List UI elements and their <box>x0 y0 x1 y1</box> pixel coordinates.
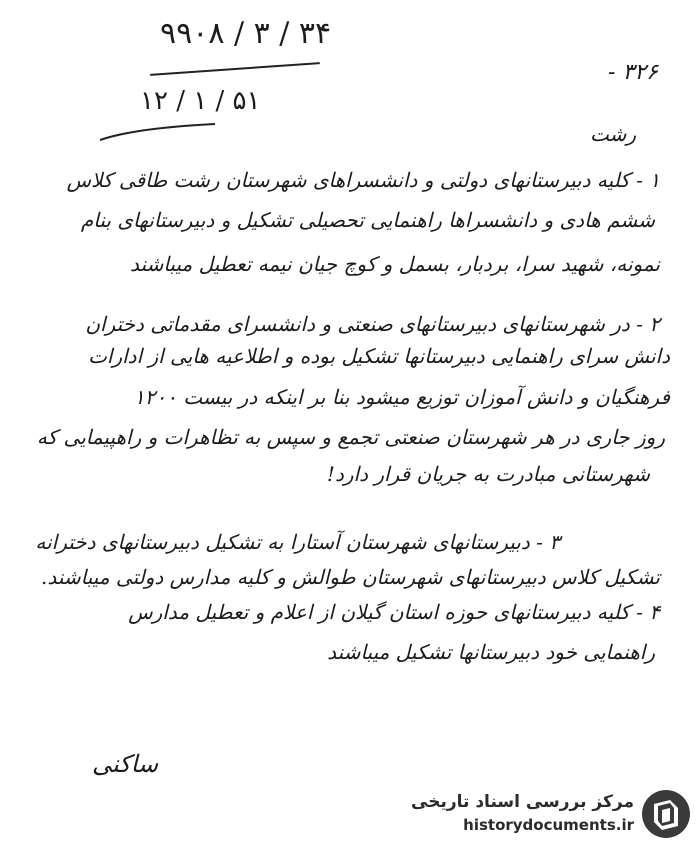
watermark-title: مرکز بررسی اسناد تاریخی <box>411 792 634 812</box>
body-line: فرهنگیان و دانش آموزان توزیع میشود بنا بر اینکه در بیست ۱۲۰۰ <box>133 385 670 409</box>
body-line: نمونه، شهید سرا، بردبار، بسمل و کوچ جیان نیمه تعطیل میباشند <box>130 252 660 276</box>
archive-logo-icon <box>640 788 692 840</box>
body-line: راهنمایی خود دبیرستانها تشکیل میباشند <box>327 640 655 664</box>
date-underline-stroke <box>95 118 225 148</box>
corner-number: ۳۲۶ - <box>608 60 658 85</box>
reference-number: ۹۹۰۸ / ۳ / ۳۴ <box>160 16 332 51</box>
body-line: شهرستانی مبادرت به جریان قرار دارد! <box>326 462 650 486</box>
body-line: ششم هادی و دانشسراها راهنمایی تحصیلی تشکیل و دبیرستانهای بنام <box>80 208 655 232</box>
watermark-url: historydocuments.ir <box>463 816 634 834</box>
document-date: ۱۲ / ۱ / ۵۱ <box>140 86 261 116</box>
body-line: ۱ - کلیه دبیرستانهای دولتی و دانشسراهای شهرستان رشت طاقی کلاس <box>66 168 660 192</box>
body-line: ۳ - دبیرستانهای شهرستان آستارا به تشکیل دبیرستانهای دخترانه <box>35 530 560 554</box>
watermark <box>410 786 692 842</box>
body-line: ۲ - در شهرستانهای دبیرستانهای صنعتی و دانشسرای مقدماتی دختران <box>85 312 660 336</box>
body-line: تشکیل کلاس دبیرستانهای شهرستان طوالش و کلیه مدارس دولتی میباشند. <box>41 565 660 589</box>
body-line: دانش سرای راهنمایی دبیرستانها تشکیل بوده و اطلاعیه هایی از ادارات <box>88 344 670 368</box>
body-line: ۴ - کلیه دبیرستانهای حوزه استان گیلان از اعلام و تعطیل مدارس <box>128 600 660 624</box>
body-line: روز جاری در هر شهرستان صنعتی تجمع و سپس به تظاهرات و راهپیمایی که <box>36 425 665 449</box>
salutation: رشت <box>590 122 637 146</box>
signature: ساکنی <box>92 750 159 778</box>
reference-underline <box>150 62 320 76</box>
